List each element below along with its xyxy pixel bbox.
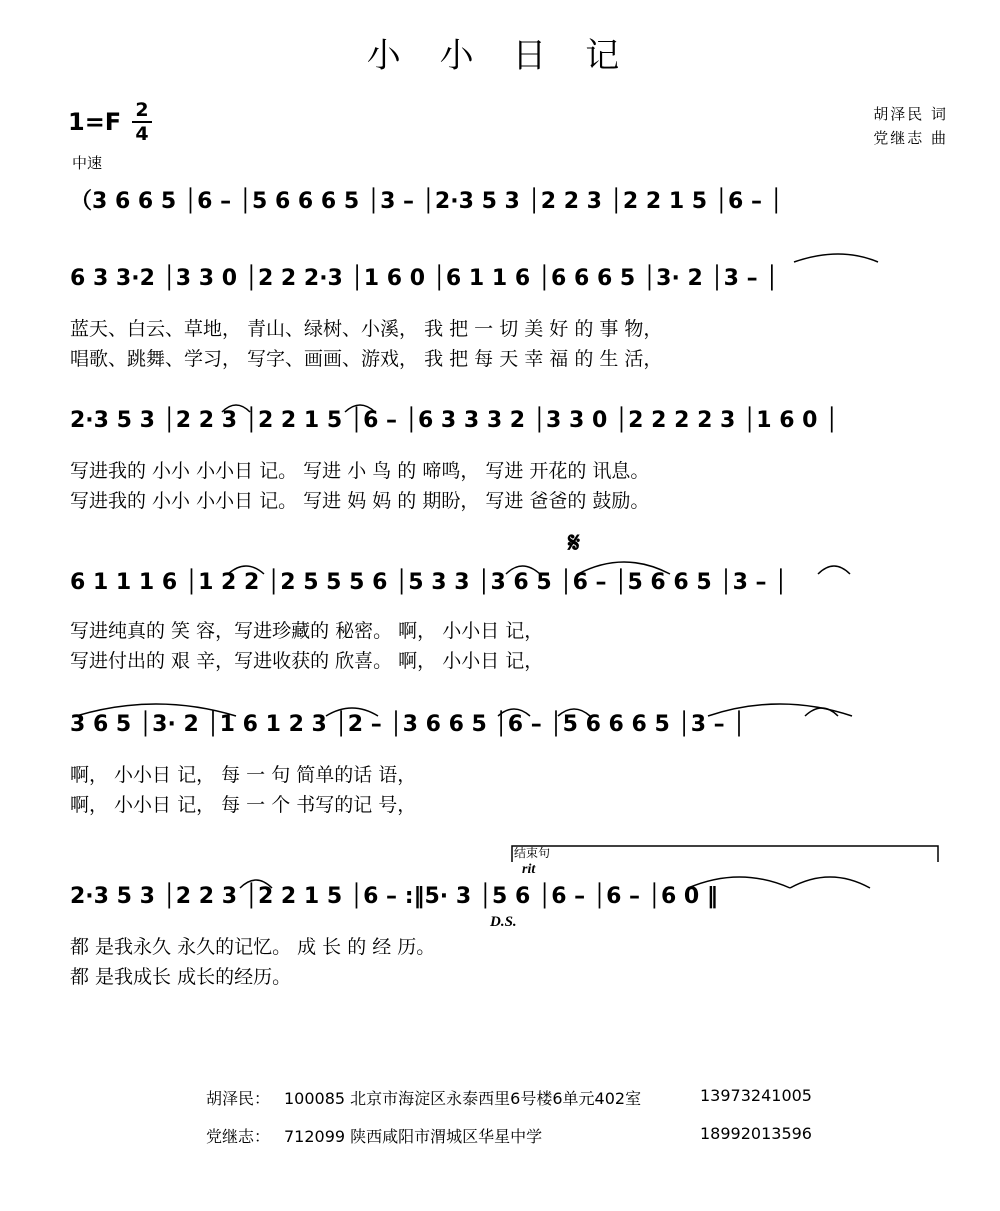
footer-lyricist-name: 胡泽民：	[206, 1089, 271, 1108]
slur	[76, 704, 236, 716]
lyrics-row-3-verse-2: 写进我的 小小 小小日 记。 写进 妈 妈 的 期盼， 写进 爸爸的 鼓励。	[70, 490, 650, 512]
slur	[558, 709, 590, 716]
lyrics-row-4-verse-1: 写进纯真的 笑 容，写进珍藏的 秘密。 啊， 小小日 记，	[70, 620, 544, 642]
slur	[794, 254, 878, 262]
ending-label: 结束句	[514, 846, 551, 860]
ending-bracket	[512, 846, 938, 862]
lyrics-row-4-verse-2: 写进付出的 艰 辛，写进收获的 欣喜。 啊， 小小日 记，	[70, 650, 544, 672]
notes-row-5: 3 6 5 │3· 2 │1 6 1 2 3 │2 – │3 6 6 5 │6 – │5 6 6 6 5 │3 – │	[70, 712, 746, 737]
lyrics-row-2-verse-2: 唱歌、跳舞、学习， 写字、画画、游戏， 我 把 每 天 幸 福 的 生 活，	[70, 348, 663, 370]
slur	[790, 877, 870, 888]
footer-composer-name: 党继志：	[206, 1127, 271, 1146]
time-signature-bottom: 4	[135, 123, 149, 145]
slur	[228, 566, 264, 574]
lyrics-row-6-verse-1: 都 是我永久 永久的记忆。 成 长 的 经 历。	[70, 936, 436, 958]
slur	[578, 562, 670, 574]
notes-row-1: （3 6 6 5 │6 – │5 6 6 6 5 │3 – │2·3 5 3 │2 2 3 │2 2 1 5 │6 – │	[70, 189, 783, 214]
slur	[818, 566, 850, 574]
lyricist-credit: 胡泽民 词	[873, 105, 948, 123]
time-signature-top: 2	[135, 99, 149, 121]
lyrics-row-3-verse-1: 写进我的 小小 小小日 记。 写进 小 鸟 的 啼鸣， 写进 开花的 讯息。	[70, 460, 650, 482]
key-signature: 1=F	[68, 108, 122, 136]
ds-marking: D.S.	[490, 914, 517, 930]
slur	[222, 405, 250, 412]
slur	[506, 566, 540, 574]
notes-row-6: 2·3 5 3 │2 2 3 │2 2 1 5 │6 – :‖5· 3 │5 6 │6 – │6 – │6 0 ‖	[70, 884, 718, 909]
slur	[805, 708, 838, 716]
composer-credit: 党继志 曲	[873, 129, 948, 147]
tempo-marking: 中速	[72, 154, 103, 172]
footer-lyricist-phone: 13973241005	[700, 1086, 812, 1105]
lyrics-row-6-verse-2: 都 是我成长 成长的经历。	[70, 966, 292, 988]
notes-row-4: 6 1 1 1 6 │1 2 2 │2 5 5 5 6 │5 3 3 │3 6 5 │6 – │5 6 6 5 │3 – │	[70, 570, 788, 595]
lyrics-row-5-verse-1: 啊， 小小日 记， 每 一 句 简单的话 语，	[70, 764, 417, 786]
notes-row-2: 6 3 3·2 │3 3 0 │2 2 2·3 │1 6 0 │6 1 1 6 │6 6 6 5 │3· 2 │3 – │	[70, 266, 779, 291]
song-title: 小 小 日 记	[366, 36, 634, 76]
footer-lyricist-address: 100085 北京市海淀区永泰西里6号楼6单元402室	[284, 1089, 642, 1108]
rit-marking: rit	[522, 862, 536, 877]
slur	[688, 877, 790, 888]
slur	[326, 708, 378, 716]
slur	[345, 405, 375, 412]
lyrics-row-2-verse-1: 蓝天、白云、草地， 青山、绿树、小溪， 我 把 一 切 美 好 的 事 物，	[70, 318, 663, 340]
footer-composer-phone: 18992013596	[700, 1124, 812, 1143]
lyrics-row-5-verse-2: 啊， 小小日 记， 每 一 个 书写的记 号，	[70, 794, 417, 816]
slur	[498, 709, 530, 716]
slur	[240, 880, 272, 888]
notes-row-3: 2·3 5 3 │2 2 3 │2 2 1 5 │6 – │6 3 3 3 2 │3 3 0 │2 2 2 2 3 │1 6 0 │	[70, 408, 839, 433]
segno-sign: 𝄋	[568, 526, 581, 559]
footer-composer-address: 712099 陕西咸阳市渭城区华星中学	[284, 1127, 543, 1146]
